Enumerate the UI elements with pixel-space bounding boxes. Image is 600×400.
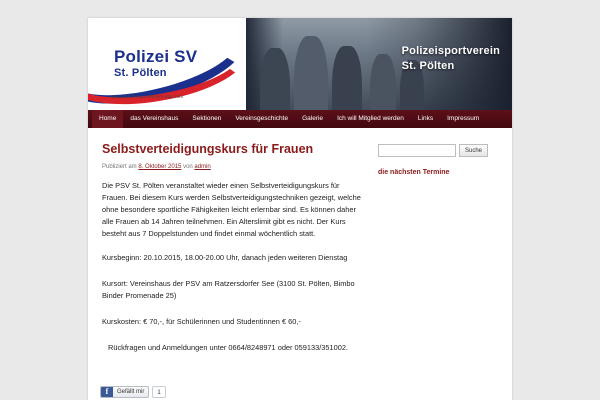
nav-item-das-vereinshaus[interactable]: das Vereinshaus — [130, 115, 179, 122]
logo-area[interactable] — [88, 18, 246, 110]
main-content — [88, 138, 376, 366]
site-title — [402, 44, 500, 74]
post-paragraph-3: Kursort: Vereinshaus der PSV am Ratzersdorfer See (3100 St. Pölten, Bimbo Binder Promenade 25) — [102, 278, 355, 300]
page-title: Selbstverteidigungskurs für Frauen — [102, 142, 314, 156]
widget-title-upcoming-dates: die nächsten Termine — [378, 169, 450, 176]
header-photo — [246, 18, 512, 110]
runner-figure-icon — [332, 46, 362, 110]
nav-item-galerie[interactable]: Galerie — [302, 115, 324, 122]
site-container — [88, 18, 512, 400]
search-input[interactable] — [378, 144, 456, 157]
search-form — [378, 144, 502, 157]
site-header-banner — [88, 18, 512, 110]
runner-figure-icon — [260, 48, 290, 110]
nav-item-ich-will-mitglied-werden[interactable]: Ich will Mitglied werden — [337, 115, 404, 122]
search-button[interactable]: Suche — [459, 144, 488, 157]
nav-item-links[interactable]: Links — [417, 115, 434, 122]
facebook-like-count: 1 — [152, 386, 165, 398]
post-meta-prefix: Publiziert am — [102, 164, 137, 170]
nav-item-home[interactable]: Home — [92, 110, 123, 128]
post-closing-paragraph: Rückfragen und Anmeldungen unter 0664/8248971 oder 059133/351002. — [108, 342, 348, 352]
nav-item-impressum[interactable]: Impressum — [447, 115, 480, 122]
facebook-like-label: Gefällt mir — [117, 388, 145, 395]
post-meta — [102, 164, 364, 170]
site-title-line1: Polizeisportverein — [401, 45, 500, 57]
post-meta-by: von — [183, 164, 193, 170]
runner-figure-icon — [294, 36, 328, 110]
logo-url-text: www.polizeisportverein-stp.com — [110, 94, 184, 99]
site-title-line2: St. Pölten — [401, 59, 455, 72]
content-wrapper — [88, 128, 512, 366]
nav-item-vereinsgeschichte[interactable]: Vereinsgeschichte — [235, 115, 289, 122]
page-footer — [88, 380, 512, 400]
sidebar — [376, 138, 512, 366]
main-navigation — [88, 110, 512, 128]
facebook-like-button[interactable] — [100, 386, 149, 398]
post-paragraph-1: Die PSV St. Pölten veranstaltet wieder einen Selbstverteidigungskurs für Frauen. Bei diesem Kurs werden Selbstverteidigungstechniken gezeigt, welche ohne besondere sportliche Fähigkeiten leicht erlernbar sind. Es können daher alle Frauen ab 14 Jahren teilnehmen. Ein Alterslimit gibt es nicht. Der Kurs besteht aus 7 Doppelstunden und findet einmal wöchentlich statt. — [102, 181, 361, 238]
facebook-icon: f — [101, 386, 113, 398]
post-paragraph-4: Kurskosten: € 70,-, für Schülerinnen und Studentinnen € 60,- — [102, 316, 301, 326]
post-author-link[interactable]: admin — [194, 164, 211, 170]
post-paragraph-2: Kursbeginn: 20.10.2015, 18.00-20.00 Uhr, danach jeden weiteren Dienstag — [102, 252, 348, 262]
nav-item-sektionen[interactable]: Sektionen — [192, 115, 222, 122]
runner-figure-icon — [370, 54, 396, 110]
logo-city: St. Pölten — [114, 67, 167, 79]
post-date-link[interactable]: 8. Oktober 2015 — [138, 164, 182, 170]
logo-text — [114, 48, 197, 79]
logo-name: Polizei SV — [114, 47, 198, 66]
